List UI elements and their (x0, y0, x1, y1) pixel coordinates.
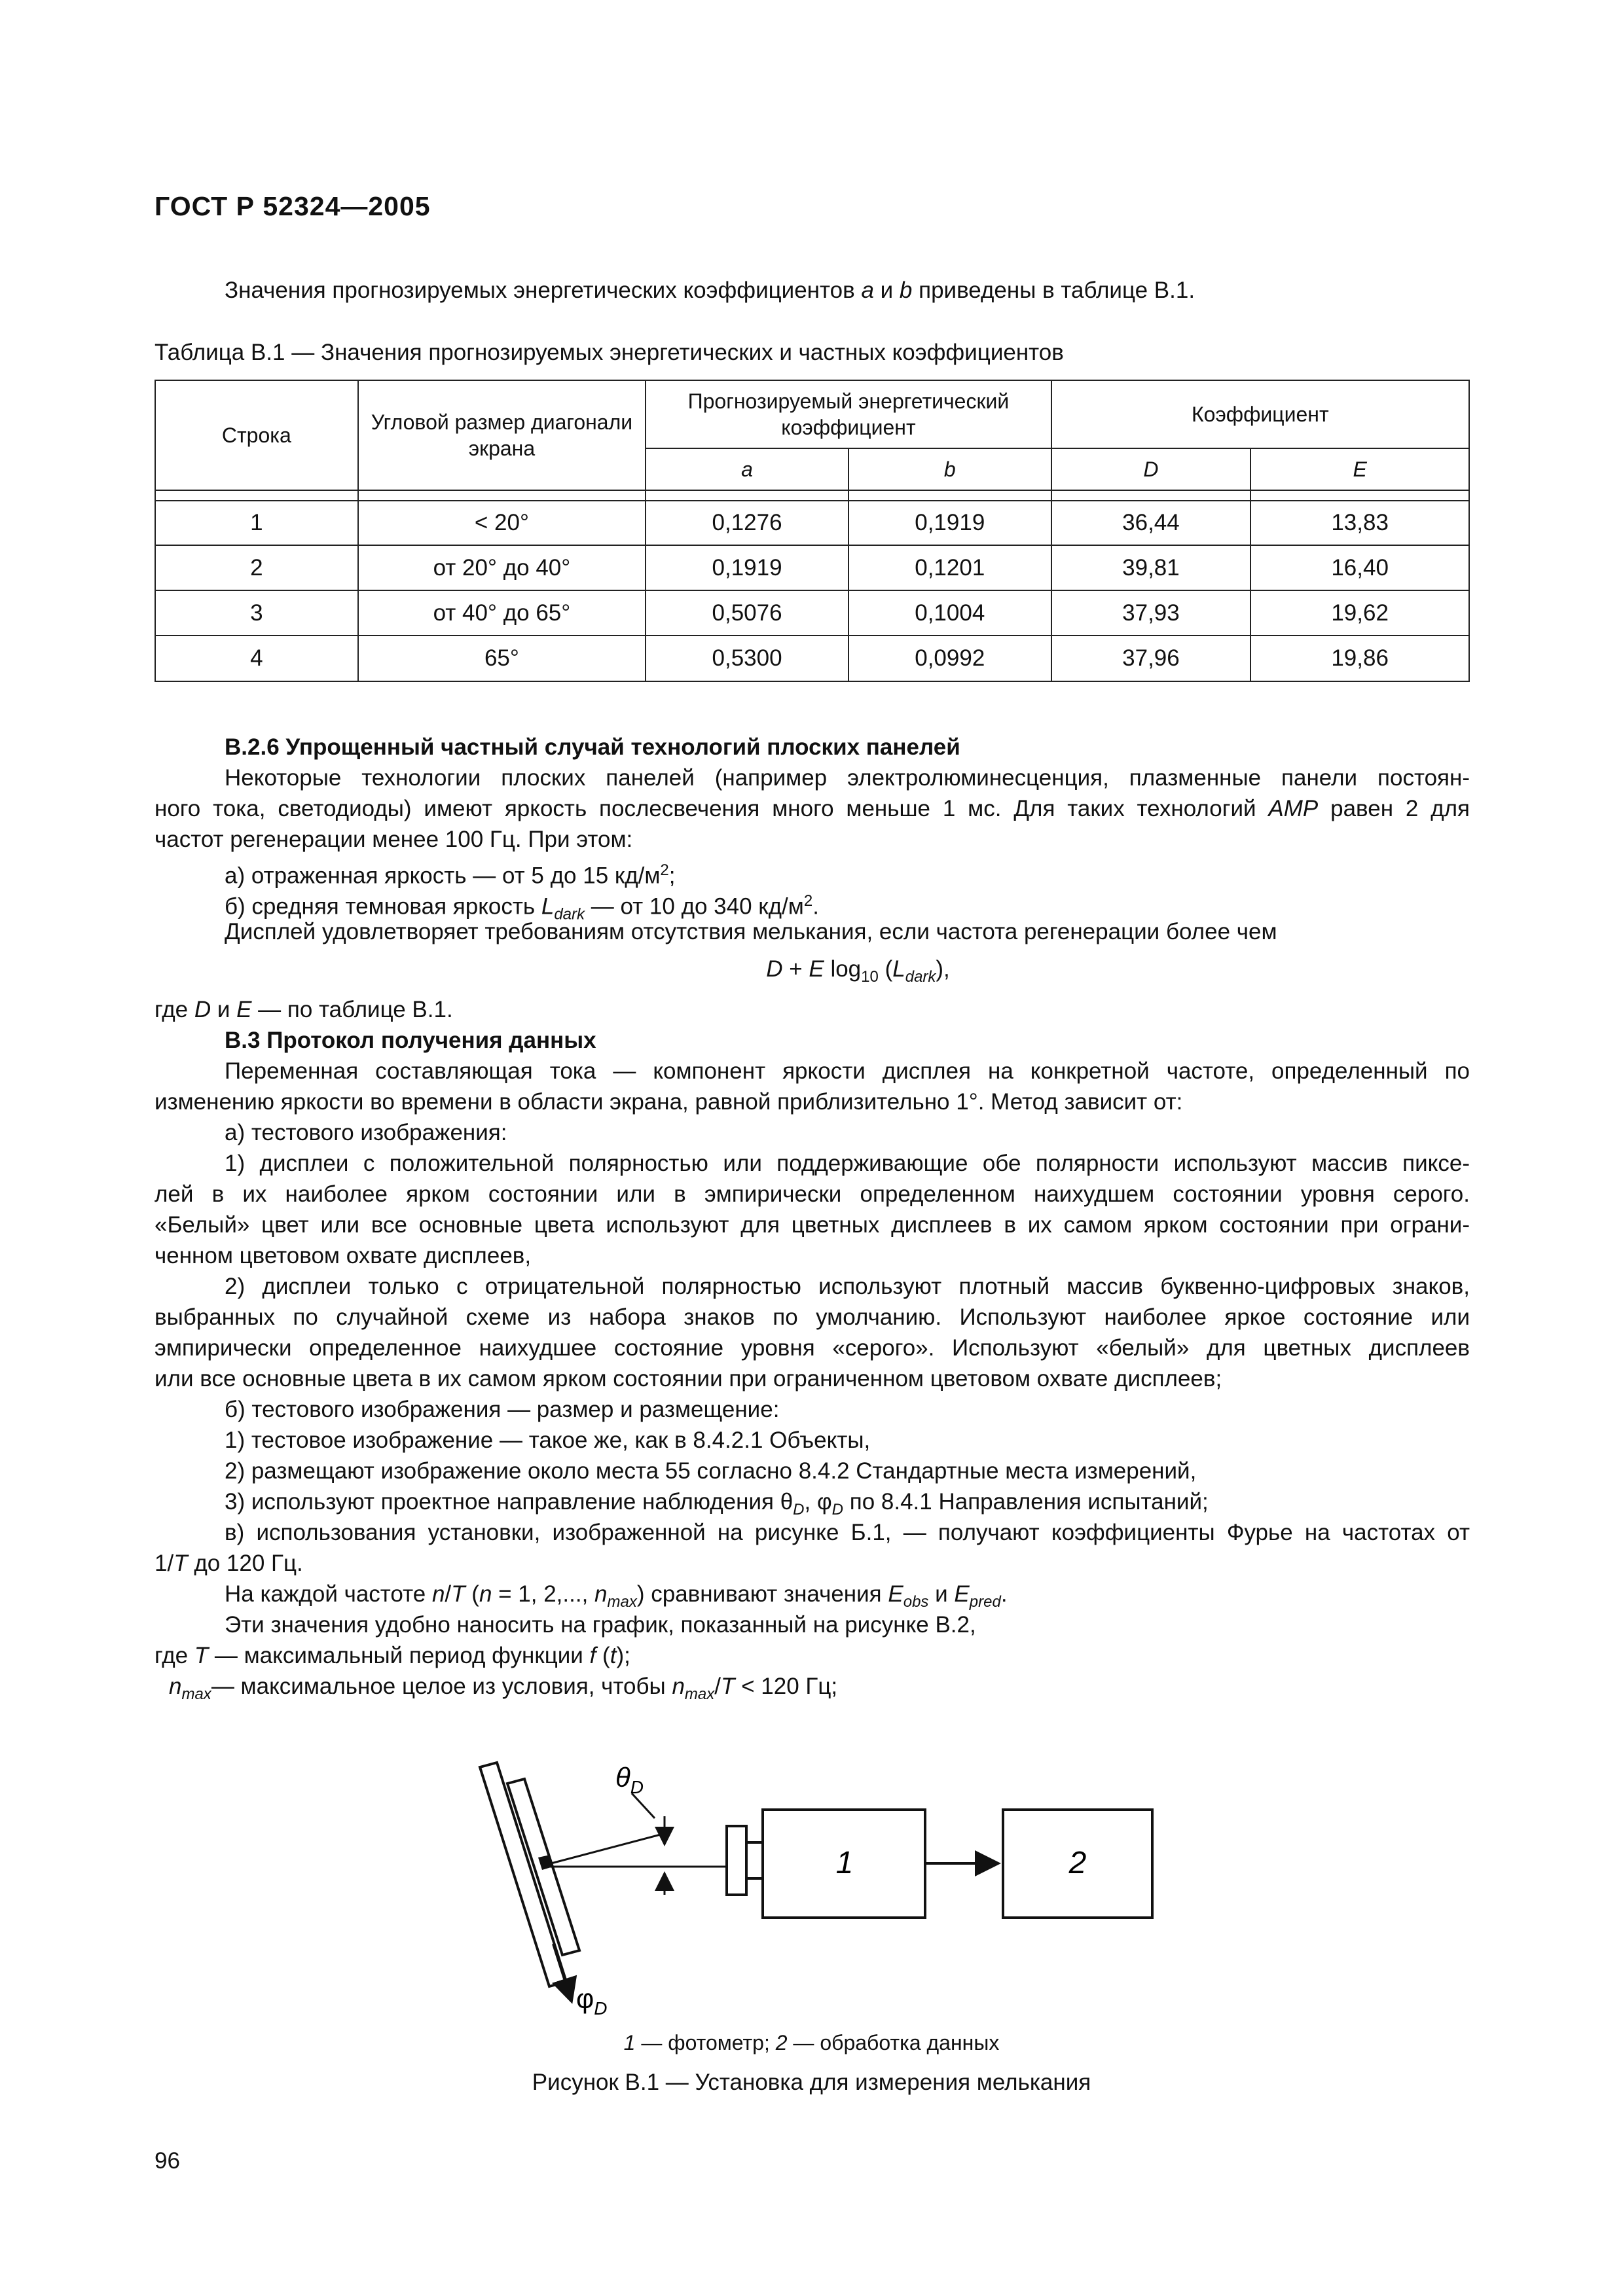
cell: 37,96 (1051, 636, 1251, 681)
cell: 4 (155, 636, 358, 681)
cell: 0,0992 (848, 636, 1051, 681)
list-item: б) тестового изображения — размер и размещение: (225, 1397, 780, 1422)
cell: 1 (155, 501, 358, 545)
list-item: а) тестового изображения: (225, 1120, 507, 1145)
header-angle: Угловой размер диагонали экрана (358, 380, 646, 490)
paragraph-line: где D и E — по таблице В.1. (155, 997, 453, 1022)
cell: 16,40 (1250, 545, 1469, 590)
paragraph-line: ченном цветовом охвате дисплеев, (155, 1243, 532, 1268)
cell: 37,93 (1051, 590, 1251, 636)
paragraph-line: выбранных по случайной схеме из набора знаков по умолчанию. Используют наиболее яркое состояние или (155, 1304, 1470, 1330)
intro-paragraph: Значения прогнозируемых энергетических коэффициентов a и b приведены в таблице В.1. (225, 278, 1195, 303)
header-row: Строка (155, 380, 358, 490)
standard-header: ГОСТ Р 52324—2005 (155, 191, 431, 221)
cell: 0,1276 (646, 501, 848, 545)
cell: 0,1004 (848, 590, 1051, 636)
display-panel (480, 1763, 579, 1986)
cell: от 20° до 40° (358, 545, 646, 590)
header-coef: Коэффициент (1051, 380, 1469, 448)
cell: 3 (155, 590, 358, 636)
cell: 65° (358, 636, 646, 681)
header-a: a (646, 448, 848, 490)
cell: 0,1201 (848, 545, 1051, 590)
cell: 13,83 (1250, 501, 1469, 545)
paragraph-line: Переменная составляющая тока — компонент яркости дисплея на конкретной частоте, определенный по (225, 1058, 1470, 1084)
figure-caption: Рисунок В.1 — Установка для измерения мелькания (532, 2070, 1091, 2095)
paragraph-line: частот регенерации менее 100 Гц. При этом: (155, 827, 633, 852)
box2-label: 2 (1068, 1846, 1087, 1880)
cell: от 40° до 65° (358, 590, 646, 636)
section-heading-b3: В.3 Протокол получения данных (225, 1028, 596, 1053)
cell: 0,1919 (646, 545, 848, 590)
section-heading-b26: В.2.6 Упрощенный частный случай технологий плоских панелей (225, 734, 960, 760)
header-E: E (1250, 448, 1469, 490)
paragraph-line: эмпирически определенное наихудшее состояние уровня «серого». Используют «белый» для цветных дисплеев (155, 1335, 1470, 1361)
paragraph-line: Некоторые технологии плоских панелей (например электролюминесценция, плазменные панели постоян- (225, 765, 1470, 791)
header-D: D (1051, 448, 1251, 490)
cell: 2 (155, 545, 358, 590)
phi-label: $\varphi_D$ (576, 1983, 608, 2018)
paragraph-line: изменению яркости во времени в области экрана, равной приблизительно 1°. Метод зависит от: (155, 1089, 1183, 1115)
paragraph-line: Эти значения удобно наносить на график, показанный на рисунке В.2, (225, 1612, 976, 1638)
table-caption: Таблица В.1 — Значения прогнозируемых энергетических и частных коэффициентов (155, 340, 1064, 365)
header-b: b (848, 448, 1051, 490)
data-processor (1003, 1810, 1152, 1918)
page-number: 96 (155, 2148, 180, 2174)
paragraph-line: 1/T до 120 Гц. (155, 1551, 303, 1576)
cell: 19,62 (1250, 590, 1469, 636)
formula: D + E $\log_{10} (L_{dark})$, (766, 956, 950, 986)
list-item: 2) размещают изображение около места 55 согласно 8.4.2 Стандартные места измерений, (225, 1458, 1197, 1484)
cell: < 20° (358, 501, 646, 545)
cell: 39,81 (1051, 545, 1251, 590)
paragraph-line: лей в их наиболее ярком состоянии или в эмпирически определенном наихудшем состоянии уровня серого. (155, 1181, 1470, 1207)
figure-legend: 1 — фотометр; 2 — обработка данных (623, 2031, 1000, 2054)
list-item: 1) тестовое изображение — такое же, как в 8.4.2.1 Объекты, (225, 1427, 871, 1453)
cell: 19,86 (1250, 636, 1469, 681)
cell: 36,44 (1051, 501, 1251, 545)
list-item: б) средняя темновая яркость $L_{dark}$ — от 10 до 340 $кд/м^2$. (225, 892, 819, 924)
paragraph-line: На каждой частоте n/T (n = 1, 2,..., $n_{max}$) сравнивают значения $E_{obs}$ и $E_{pred}$. (225, 1581, 1008, 1611)
cell: 0,5076 (646, 590, 848, 636)
paragraph-line: ного тока, светодиоды) имеют яркость послесвечения много меньше 1 мс. Для таких технологий AMP равен 2 для (155, 796, 1470, 821)
list-item: в) использования установки, изображенной на рисунке Б.1, — получают коэффициенты Фурье на частотах от (225, 1520, 1470, 1545)
list-item: а) отраженная яркость — от 5 до 15 $кд/м^2$; (225, 861, 676, 889)
paragraph-line: $n_{max}—$ максимальное целое из условия, чтобы $n_{max}/T < 120$ Гц; (169, 1674, 838, 1703)
list-item: 3) используют проектное направление наблюдения $\theta_D$, $\varphi_D$ по 8.4.1 Направления испытаний; (225, 1489, 1209, 1518)
viewing-direction-line (549, 1833, 668, 1864)
paragraph-line: Дисплей удовлетворяет требованиям отсутствия мелькания, если частота регенерации более чем (225, 919, 1277, 944)
header-predicted: Прогнозируемый энергетический коэффициент (646, 380, 1051, 448)
box1-label: 1 (835, 1846, 854, 1880)
theta-label: $\theta_D$ (615, 1762, 644, 1797)
list-item: 2) дисплеи только с отрицательной полярностью используют плотный массив буквенно-цифровых знаков, (225, 1274, 1470, 1299)
cell: 0,1919 (848, 501, 1051, 545)
photometer (727, 1810, 925, 1918)
paragraph-line: или все основные цвета в их самом ярком состоянии при ограниченном цветовом охвате дисплеев; (155, 1366, 1222, 1391)
paragraph-line: «Белый» цвет или все основные цвета используют для цветных дисплеев в их самом ярком состоянии при ограни- (155, 1212, 1470, 1238)
paragraph-line: где T — максимальный период функции f (t); (155, 1643, 630, 1668)
list-item: 1) дисплеи с положительной полярностью или поддерживающие обе полярности используют массив пиксе- (225, 1151, 1470, 1176)
cell: 0,5300 (646, 636, 848, 681)
